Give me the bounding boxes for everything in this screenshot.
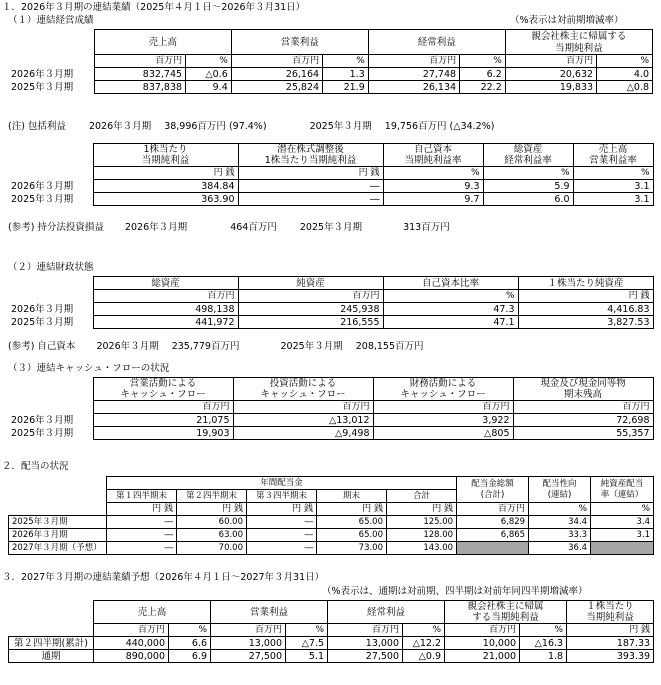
unit: 円 銭 — [177, 503, 247, 516]
unit: 百万円 — [328, 624, 403, 637]
cell-shaded — [591, 542, 654, 555]
cell: ― — [247, 516, 317, 529]
cell: ― — [238, 193, 383, 206]
unit: 百万円 — [233, 401, 373, 414]
unit: 円 銭 — [518, 290, 653, 303]
unit: 百万円 — [94, 55, 185, 68]
header-margin: 売上高 営業利益率 — [573, 144, 653, 167]
unit: 百万円 — [93, 290, 238, 303]
header-ordinary-income: 経常利益 — [328, 601, 445, 624]
dividends-table — [8, 476, 654, 555]
cell: 9.3 — [383, 180, 483, 193]
unit: % — [383, 290, 518, 303]
cell: △9,498 — [233, 427, 373, 440]
note-label: (参考) 自己資本 — [8, 341, 76, 352]
comprehensive-income-note — [8, 121, 494, 133]
unit: 百万円 — [457, 503, 529, 516]
cell: ― — [238, 180, 383, 193]
cell: 47.3 — [383, 303, 518, 316]
row-label: 2026年３月期 — [9, 529, 107, 542]
header-roa: 総資産 経常利益率 — [483, 144, 573, 167]
unit: % — [186, 55, 232, 68]
header-sales: 売上高 — [94, 601, 211, 624]
forecast-pct-note: （%表示は、通期は対前期、四半期は対前年同四半期増減率） — [322, 586, 588, 597]
cell: △13,012 — [233, 414, 373, 427]
unit: 円 銭 — [247, 503, 317, 516]
cell: △0.8 — [597, 81, 653, 94]
header-equity-ratio: 自己資本比率 — [383, 277, 518, 290]
table-row — [8, 427, 653, 440]
forecast-table — [8, 600, 654, 663]
cell: 9.7 — [383, 193, 483, 206]
per-share-table — [8, 143, 654, 206]
unit: 円 銭 — [387, 503, 457, 516]
cell: 65.00 — [317, 516, 387, 529]
header-roe: 自己資本 当期純利益率 — [383, 144, 483, 167]
note-value: 38,996百万円 (97.4%) — [164, 121, 267, 132]
header-investing-cf: 投資活動による キャッシュ・フロー — [233, 378, 373, 401]
unit: % — [483, 167, 573, 180]
table-row — [9, 529, 654, 542]
cell: 837,838 — [94, 81, 185, 94]
cell: 384.84 — [93, 180, 238, 193]
cell: △16.3 — [520, 637, 567, 650]
cell-shaded — [457, 542, 529, 555]
table-row — [8, 193, 653, 206]
cell: 6.0 — [483, 193, 573, 206]
header-operating-income: 営業利益 — [211, 601, 328, 624]
cell: 27,748 — [368, 68, 459, 81]
row-label: 2025年３月期 — [9, 516, 107, 529]
note-period: 2026年３月期 — [88, 121, 152, 132]
cell: 5.1 — [286, 650, 328, 663]
row-label: 2027年３月期（予想） — [9, 542, 107, 555]
note-value: 208,155百万円 — [355, 341, 424, 352]
header-net-income-1: 親会社株主に帰属する — [505, 30, 652, 43]
cell: 1.8 — [520, 650, 567, 663]
cell: 6.6 — [169, 637, 211, 650]
header-annual-dividend: 年間配当金 — [107, 477, 457, 490]
row-label: 2025年３月期 — [11, 81, 74, 93]
cell: 10,000 — [445, 637, 520, 650]
cell: ― — [107, 542, 177, 555]
cell: 5.9 — [483, 180, 573, 193]
header-ordinary-income: 経常利益 — [368, 30, 505, 55]
cell: 6,865 — [457, 529, 529, 542]
pct-note: （%表示は対前期増減率） — [510, 15, 624, 26]
cell: 19,903 — [93, 427, 233, 440]
cell: 27,500 — [211, 650, 286, 663]
row-label: 2026年３月期 — [11, 414, 74, 426]
operating-results-title: （１）連結経営成績 — [8, 15, 94, 26]
cell: 441,972 — [93, 316, 238, 329]
cell: 13,000 — [328, 637, 403, 650]
row-label: 第２四半期(累計) — [9, 637, 94, 650]
header-total-assets: 総資産 — [93, 277, 238, 290]
cell: 55,357 — [513, 427, 653, 440]
unit: 円 銭 — [107, 503, 177, 516]
row-label: 通期 — [9, 650, 94, 663]
header-operating-cf: 営業活動による キャッシュ・フロー — [93, 378, 233, 401]
header-payout-ratio: 配当性向 (連結) — [529, 477, 591, 503]
header-total: 合計 — [387, 490, 457, 503]
unit: 百万円 — [211, 624, 286, 637]
header-bps: １株当たり純資産 — [518, 277, 653, 290]
cell: 3.1 — [573, 180, 653, 193]
cell: 13,000 — [211, 637, 286, 650]
cell: ― — [247, 542, 317, 555]
unit: % — [383, 167, 483, 180]
cell: 33.3 — [529, 529, 591, 542]
unit: 百万円 — [238, 290, 383, 303]
table-row — [8, 180, 653, 193]
header-year-end: 期末 — [317, 490, 387, 503]
cell: 70.00 — [177, 542, 247, 555]
unit: % — [460, 55, 506, 68]
table-row — [8, 81, 653, 94]
note-period: 2026年３月期 — [96, 341, 159, 352]
header-sales: 売上高 — [94, 30, 231, 55]
cell: 3.1 — [591, 529, 654, 542]
unit: 百万円 — [231, 55, 322, 68]
unit: 百万円 — [505, 55, 596, 68]
cell: 21,075 — [93, 414, 233, 427]
cell: 440,000 — [94, 637, 169, 650]
cell: 890,000 — [94, 650, 169, 663]
section1-title: １．2026年３月期の連結業績（2025年４月１日～2026年３月31日） — [2, 2, 306, 13]
unit: 円 銭 — [238, 167, 383, 180]
table-row — [8, 68, 653, 81]
cell: 832,745 — [94, 68, 185, 81]
cell: 245,938 — [238, 303, 383, 316]
cell: ― — [247, 529, 317, 542]
header-dividend-ratio: 純資産配当 率（連結） — [591, 477, 654, 503]
header-q2: 第２四半期末 — [177, 490, 247, 503]
header-q3: 第３四半期末 — [247, 490, 317, 503]
cell: 498,138 — [93, 303, 238, 316]
note-period: 2025年３月期 — [309, 121, 372, 132]
cell: ― — [107, 516, 177, 529]
cell: 60.00 — [177, 516, 247, 529]
unit: % — [286, 624, 328, 637]
cell: 6.2 — [460, 68, 506, 81]
header-cash-balance: 現金及び現金同等物 期末残高 — [513, 378, 653, 401]
cell: 4.0 — [597, 68, 653, 81]
note-value: 19,756百万円 (△34.2%) — [384, 121, 495, 132]
unit: % — [403, 624, 445, 637]
cell: 73.00 — [317, 542, 387, 555]
dividends-title: ２．配当の状況 — [2, 461, 69, 472]
note-value: 313百万円 — [403, 222, 450, 233]
table-row — [8, 414, 653, 427]
cell: 65.00 — [317, 529, 387, 542]
cell: 47.1 — [383, 316, 518, 329]
row-label: 2025年３月期 — [11, 316, 74, 328]
header-q1: 第１四半期末 — [107, 490, 177, 503]
unit: 百万円 — [93, 401, 233, 414]
cell: 34.4 — [529, 516, 591, 529]
table-row — [9, 650, 654, 663]
table-row — [9, 516, 654, 529]
cell: 4,416.83 — [518, 303, 653, 316]
header-net-income: 親会社株主に帰属 する当期純利益 — [445, 601, 567, 624]
header-eps: 1株当たり 当期純利益 — [93, 144, 238, 167]
cell: 143.00 — [387, 542, 457, 555]
cell: 187.33 — [567, 637, 654, 650]
unit: 円 銭 — [317, 503, 387, 516]
unit: % — [529, 503, 591, 516]
cell: △0.9 — [403, 650, 445, 663]
row-label: 2025年３月期 — [11, 427, 74, 439]
cell: 21,000 — [445, 650, 520, 663]
unit: % — [573, 167, 653, 180]
note-period: 2026年３月期 — [124, 222, 188, 233]
cell: 128.00 — [387, 529, 457, 542]
cell: 63.00 — [177, 529, 247, 542]
cash-flow-title: （３）連結キャッシュ・フローの状況 — [8, 363, 170, 374]
header-operating-income: 営業利益 — [231, 30, 368, 55]
note-label: (参考) 持分法投資損益 — [8, 222, 104, 233]
cell: 26,164 — [231, 68, 322, 81]
note-value: 464百万円 — [230, 222, 277, 233]
unit: % — [591, 503, 654, 516]
table-row — [8, 303, 653, 316]
cell: 72,698 — [513, 414, 653, 427]
unit: 百万円 — [368, 55, 459, 68]
unit: 円 銭 — [567, 624, 654, 637]
equity-capital-note — [8, 341, 424, 353]
header-eps: １株当たり 当期純利益 — [567, 601, 654, 624]
unit: 百万円 — [94, 624, 169, 637]
note-label: (注) 包括利益 — [8, 121, 66, 132]
cell: △0.6 — [186, 68, 232, 81]
unit: % — [169, 624, 211, 637]
cash-flow-table — [8, 377, 654, 440]
cell: 22.2 — [460, 81, 506, 94]
unit: % — [520, 624, 567, 637]
unit: 円 銭 — [93, 167, 238, 180]
unit: % — [597, 55, 653, 68]
cell: 36.4 — [529, 542, 591, 555]
cell: 3.1 — [573, 193, 653, 206]
forecast-title: ３．2027年３月期の連結業績予想（2026年４月１日～2027年３月31日） — [2, 572, 325, 583]
cell: 125.00 — [387, 516, 457, 529]
table-row — [9, 637, 654, 650]
cell: △12.2 — [403, 637, 445, 650]
cell: ― — [107, 529, 177, 542]
cell: 9.4 — [186, 81, 232, 94]
header-net-income-2: 当期純利益 — [505, 42, 652, 55]
cell: 25,824 — [231, 81, 322, 94]
cell: 6,829 — [457, 516, 529, 529]
financial-position-title: （２）連結財政状態 — [8, 262, 94, 273]
row-label: 2026年３月期 — [11, 303, 74, 315]
row-label: 2026年３月期 — [11, 180, 74, 192]
financial-position-table — [8, 276, 654, 329]
cell: 3.4 — [591, 516, 654, 529]
cell: △7.5 — [286, 637, 328, 650]
unit: 百万円 — [373, 401, 513, 414]
cell: 6.9 — [169, 650, 211, 663]
cell: 393.39 — [567, 650, 654, 663]
equity-method-note — [8, 222, 450, 234]
header-total-dividend: 配当金総額 (合計) — [457, 477, 529, 503]
table-row — [8, 316, 653, 329]
header-financing-cf: 財務活動による キャッシュ・フロー — [373, 378, 513, 401]
cell: 26,134 — [368, 81, 459, 94]
cell: △805 — [373, 427, 513, 440]
header-diluted-eps: 潜在株式調整後 1株当たり当期純利益 — [238, 144, 383, 167]
cell: 3,827.53 — [518, 316, 653, 329]
cell: 21.9 — [323, 81, 369, 94]
unit: 百万円 — [513, 401, 653, 414]
unit: % — [323, 55, 369, 68]
cell: 27,500 — [328, 650, 403, 663]
row-label: 2026年３月期 — [11, 68, 74, 80]
cell: 3,922 — [373, 414, 513, 427]
cell: 19,833 — [505, 81, 596, 94]
operating-results-table — [8, 29, 653, 94]
note-value: 235,779百万円 — [171, 341, 240, 352]
cell: 20,632 — [505, 68, 596, 81]
table-row — [9, 542, 654, 555]
cell: 363.90 — [93, 193, 238, 206]
row-label: 2025年３月期 — [11, 193, 74, 205]
cell: 216,555 — [238, 316, 383, 329]
note-period: 2025年３月期 — [299, 222, 363, 233]
header-net-assets: 純資産 — [238, 277, 383, 290]
unit: 百万円 — [445, 624, 520, 637]
cell: 1.3 — [323, 68, 369, 81]
note-period: 2025年３月期 — [280, 341, 343, 352]
